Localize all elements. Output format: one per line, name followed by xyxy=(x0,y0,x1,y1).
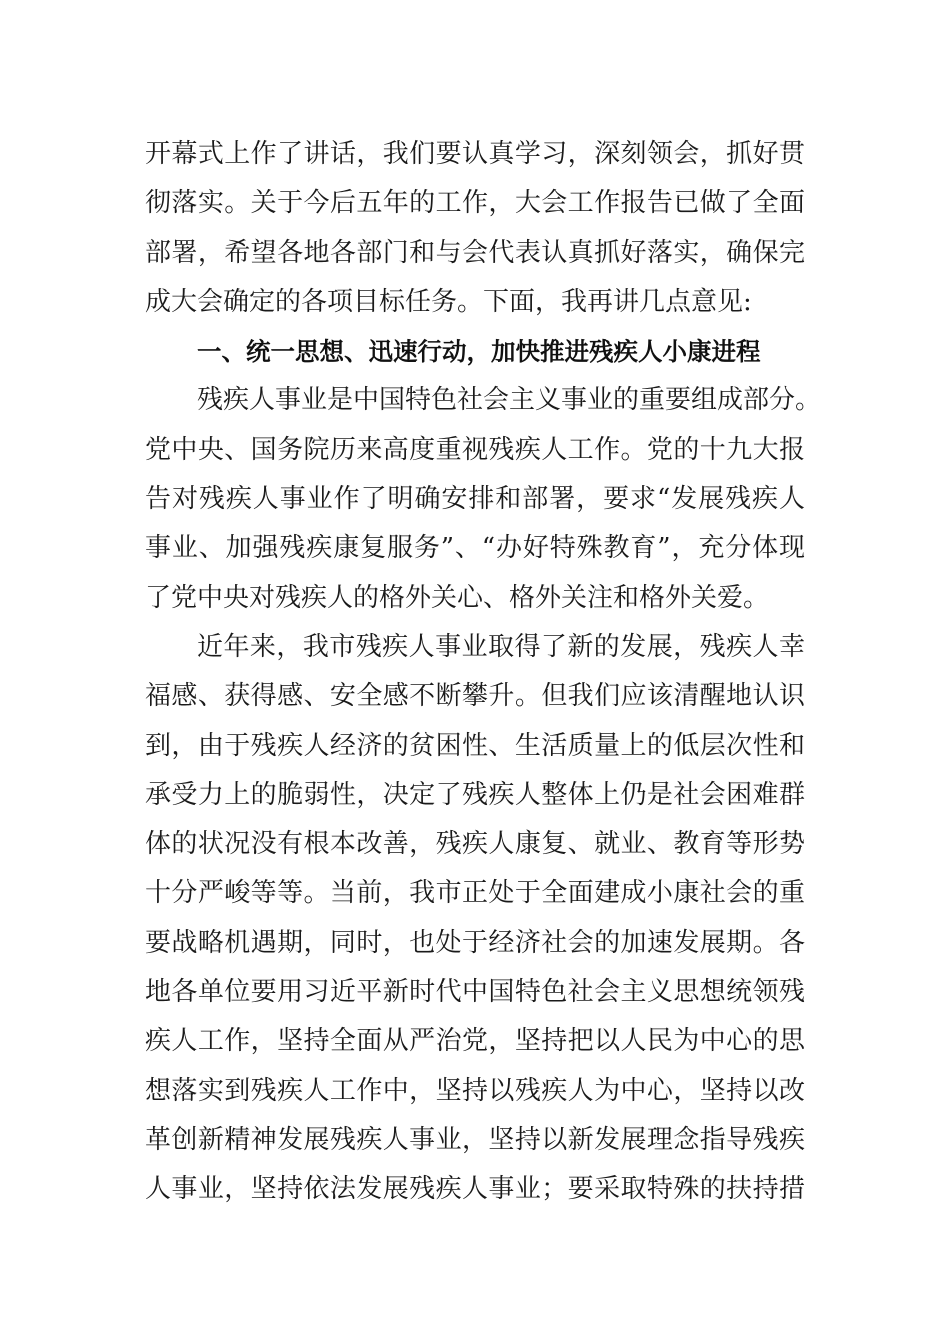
paragraph-1 xyxy=(145,130,805,327)
section-heading: 一、统一思想、迅速行动，加快推进残疾人小康进程 xyxy=(197,337,761,367)
paragraph-line: 到，由于残疾人经济的贫困性、生活质量上的低层次性和 xyxy=(145,730,805,761)
paragraph-line: 了党中央对残疾人的格外关心、格外关注和格外关爱。 xyxy=(145,582,770,613)
paragraph-line: 成大会确定的各项目标任务。下面，我再讲几点意见: xyxy=(145,286,752,317)
paragraph-line: 革创新精神发展残疾人事业，坚持以新发展理念指导残疾 xyxy=(145,1124,805,1155)
paragraph-line: 福感、获得感、安全感不断攀升。但我们应该清醒地认识 xyxy=(145,681,805,712)
paragraph-line: 告对残疾人事业作了明确安排和部署，要求“发展残疾人 xyxy=(145,484,805,515)
paragraph-line: 人事业，坚持依法发展残疾人事业；要采取特殊的扶持措 xyxy=(145,1174,805,1205)
paragraph-line: 体的状况没有根本改善，残疾人康复、就业、教育等形势 xyxy=(145,829,805,860)
paragraph-line: 要战略机遇期，同时，也处于经济社会的加速发展期。各 xyxy=(145,927,805,958)
paragraph-line: 疾人工作，坚持全面从严治党，坚持把以人民为中心的思 xyxy=(145,1026,805,1057)
paragraph-line: 地各单位要用习近平新时代中国特色社会主义思想统领残 xyxy=(145,977,805,1008)
paragraph-line: 部署，希望各地各部门和与会代表认真抓好落实，确保完 xyxy=(145,237,805,268)
paragraph-line: 想落实到残疾人工作中，坚持以残疾人为中心，坚持以改 xyxy=(145,1075,805,1106)
paragraph-line: 事业、加强残疾康复服务”、“办好特殊教育”，充分体现 xyxy=(145,533,805,564)
paragraph-line: 十分严峻等等。当前，我市正处于全面建成小康社会的重 xyxy=(145,878,805,909)
paragraph-line: 承受力上的脆弱性，决定了残疾人整体上仍是社会困难群 xyxy=(145,779,805,810)
paragraph-3 xyxy=(145,623,805,1215)
paragraph-line: 近年来，我市残疾人事业取得了新的发展，残疾人幸 xyxy=(197,631,805,662)
paragraph-line: 彻落实。关于今后五年的工作，大会工作报告已做了全面 xyxy=(145,188,805,219)
paragraph-2 xyxy=(145,376,822,622)
paragraph-line: 残疾人事业是中国特色社会主义事业的重要组成部分。 xyxy=(197,385,822,416)
document-body xyxy=(145,130,822,1215)
paragraph-line: 开幕式上作了讲话，我们要认真学习，深刻领会，抓好贯 xyxy=(145,139,805,169)
paragraph-line: 党中央、国务院历来高度重视残疾人工作。党的十九大报 xyxy=(145,434,805,465)
